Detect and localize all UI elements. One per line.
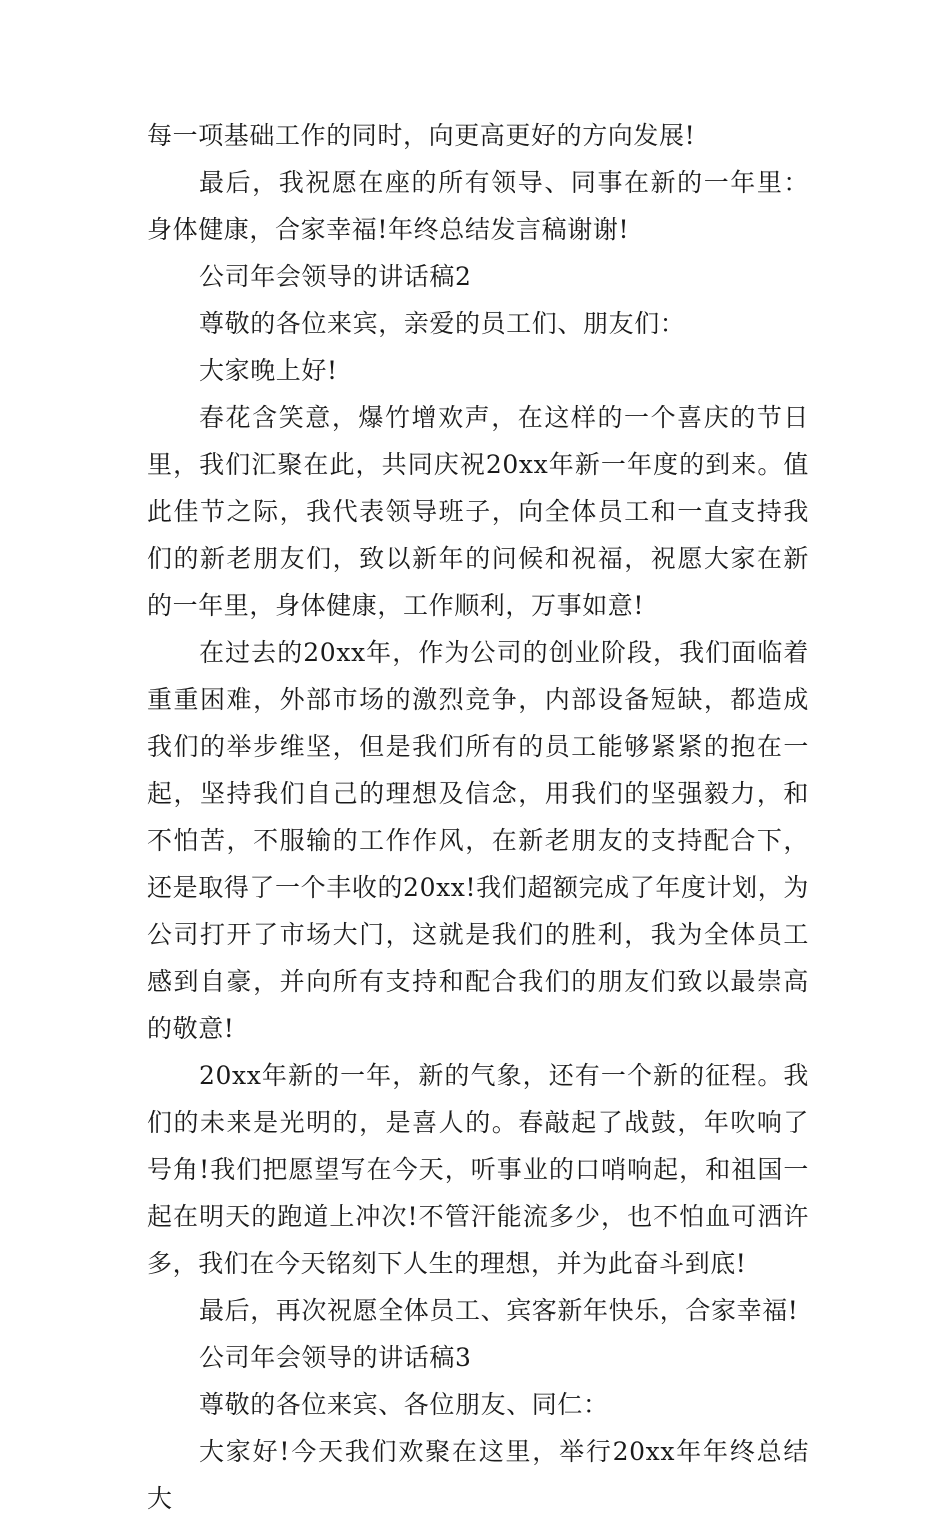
section-heading: 公司年会领导的讲话稿3 [199,1343,472,1372]
paragraph: 在过去的20xx年，作为公司的创业阶段，我们面临着重重困难，外部市场的激烈竞争，内部设备短缺，都造成我们的举步维坚，但是我们所有的员工能够紧紧的抱在一起，坚持我们自己的理想及信念，用我们的坚强毅力，和不怕苦，不服输的工作作风，在新老朋友的支持配合下，还是取得了一个丰收的20xx!我们超额完成了年度计划，为公司打开了市场大门，这就是我们的胜利，我为全体员工感到自豪，并向所有支持和配合我们的朋友们致以最崇高的敬意! [147,638,809,1043]
salutation: 尊敬的各位来宾、各位朋友、同仁： [199,1390,609,1419]
greeting: 大家晚上好! [199,356,338,385]
document-body [147,112,809,1522]
paragraph: 春花含笑意，爆竹增欢声，在这样的一个喜庆的节日里，我们汇聚在此，共同庆祝20xx年新一年度的到来。值此佳节之际，我代表领导班子，向全体员工和一直支持我们的新老朋友们，致以新年的问候和祝福，祝愿大家在新的一年里，身体健康，工作顺利，万事如意! [147,403,809,620]
salutation: 尊敬的各位来宾，亲爱的员工们、朋友们： [199,309,686,338]
paragraph: 最后，再次祝愿全体员工、宾客新年快乐，合家幸福! [199,1296,799,1325]
paragraph: 20xx年新的一年，新的气象，还有一个新的征程。我们的未来是光明的，是喜人的。春敲起了战鼓，年吹响了号角!我们把愿望写在今天，听事业的口哨响起，和祖国一起在明天的跑道上冲次!不管汗能流多少，也不怕血可洒许多，我们在今天铭刻下人生的理想，并为此奋斗到底! [147,1061,809,1278]
paragraph: 大家好!今天我们欢聚在这里，举行20xx年年终总结大 [147,1437,809,1513]
paragraph: 最后，我祝愿在座的所有领导、同事在新的一年里：身体健康，合家幸福!年终总结发言稿谢谢! [147,168,809,244]
section-heading: 公司年会领导的讲话稿2 [199,262,472,291]
paragraph: 每一项基础工作的同时，向更高更好的方向发展! [147,121,696,150]
